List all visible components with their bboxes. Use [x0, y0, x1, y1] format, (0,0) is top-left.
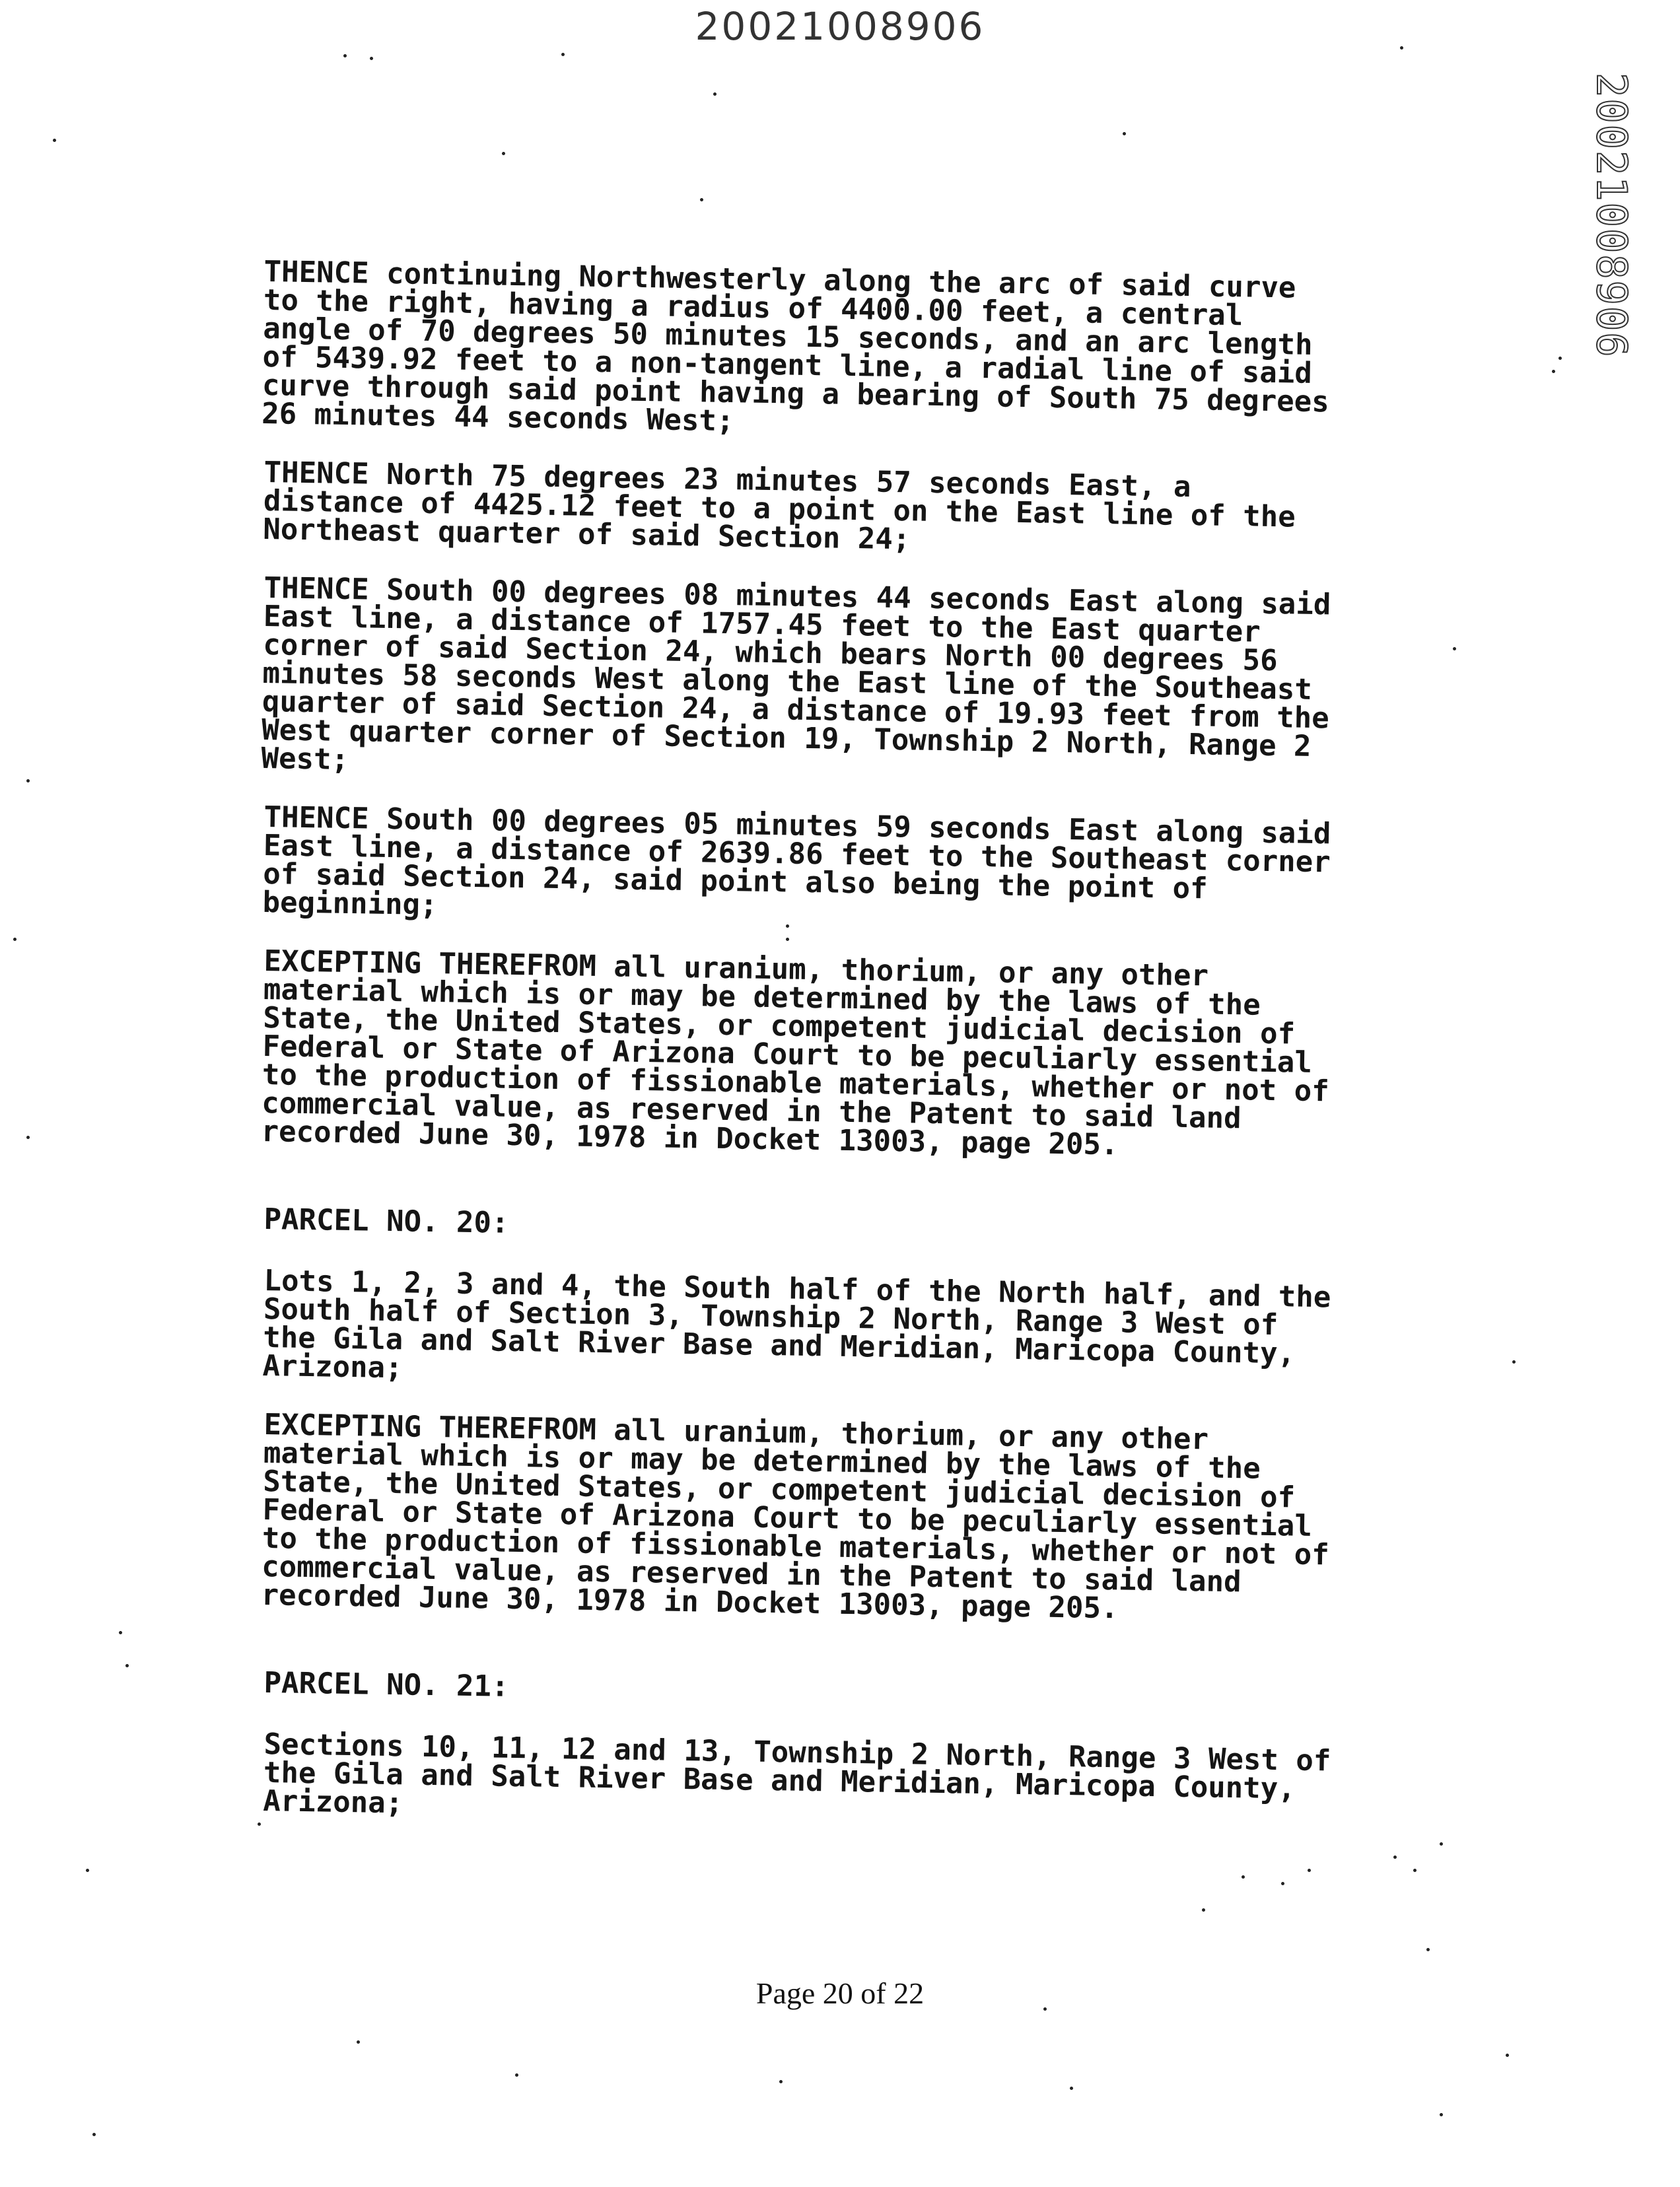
scan-speck: [561, 53, 565, 56]
document-number: 20021008906: [695, 4, 985, 49]
scan-speck: [1552, 370, 1555, 373]
scan-speck: [92, 2133, 96, 2136]
paragraph-north-75: THENCE North 75 degrees 23 minutes 57 seconds East, a distance of 4425.12 feet to a point on the East line of the Northeast quarter of said Section 24;: [262, 456, 1296, 557]
parcel-20-exception: EXCEPTING THEREFROM all uranium, thorium, or any other material which is or may be determined by the laws of the State, the United States, or competent judicial decision of Federal or State of Arizona Court to be peculiarly essential to the production of fissionable materials, whether or not of commercial value, as reserved in the Patent to said land recorded June 30, 1978 in Docket 13003, page 205.: [261, 1408, 1330, 1626]
scan-speck: [700, 198, 703, 201]
scan-speck: [502, 152, 505, 155]
scan-speck: [357, 2040, 360, 2044]
scan-speck: [1123, 132, 1126, 135]
parcel-20-heading: PARCEL NO. 20:: [263, 1202, 509, 1240]
scan-speck: [1308, 1869, 1311, 1872]
scan-speck: [1070, 2087, 1073, 2090]
paragraph-exception-19: EXCEPTING THEREFROM all uranium, thorium, or any other material which is or may be determined by the laws of the State, the United States, or competent judicial decision of Federal or State of Arizona Court to be peculiarly essential to the production of fissionable materials, whether or not of commercial value, as reserved in the Patent to said land recorded June 30, 1978 in Docket 13003, page 205.: [261, 944, 1330, 1162]
scan-speck: [1281, 1882, 1284, 1885]
scan-speck: [1512, 1360, 1516, 1364]
paragraph-south-00-08: THENCE South 00 degrees 08 minutes 44 seconds East along said East line, a distance of 1757.45 feet to the East quarter corner of said Section 24, which bears North 00 degrees 56 minutes 58 seconds West along the East line of the Southeast quarter of said Section 24, a distance of 19.93 feet from the West quarter corner of Section 19, Township 2 North, Range 2 West;: [261, 571, 1331, 777]
scan-speck: [1043, 2007, 1047, 2011]
scan-speck: [1426, 1948, 1430, 1951]
scan-speck: [1413, 1869, 1417, 1872]
scan-speck: [1242, 1875, 1245, 1879]
scan-speck: [370, 57, 373, 60]
scan-speck: [258, 1822, 261, 1826]
parcel-21-heading: PARCEL NO. 21:: [263, 1666, 509, 1704]
scan-speck: [1393, 1856, 1397, 1859]
scan-speck: [125, 1664, 129, 1667]
parcel-20-description: Lots 1, 2, 3 and 4, the South half of the North half, and the South half of Section 3, Township 2 North, Range 3 West of the Gila and Salt River Base and Meridian, Maricopa County, Arizona;: [262, 1264, 1331, 1385]
scan-speck: [786, 938, 789, 941]
scan-speck: [1453, 647, 1456, 650]
scan-speck: [13, 938, 17, 941]
paragraph-arc-curve: THENCE continuing Northwesterly along the arc of said curve to the right, having a radius of 4400.00 feet, a central angle of 70 degrees 50 minutes 15 seconds, and an arc length of 5439.92 feet to a non-tangent line, a radial line of said curve through said point having a bearing of South 75 degrees 26 minutes 44 seconds West;: [261, 255, 1330, 438]
scan-speck: [1558, 357, 1562, 360]
page-footer: Page 20 of 22: [755, 1976, 925, 2010]
scan-speck: [86, 1869, 89, 1872]
scan-speck: [26, 1136, 30, 1139]
side-stamp: 20021008906: [1588, 73, 1636, 359]
scan-speck: [26, 779, 30, 782]
scan-speck: [515, 2073, 518, 2077]
scan-speck: [713, 92, 717, 96]
scan-speck: [1400, 46, 1403, 50]
document-body: [261, 255, 1446, 1846]
scan-speck: [343, 54, 347, 57]
scan-speck: [779, 2080, 783, 2083]
scan-speck: [1506, 2054, 1509, 2057]
scan-speck: [119, 1631, 122, 1634]
scan-speck: [1440, 1842, 1443, 1846]
scan-speck: [786, 924, 789, 928]
paragraph-south-00-05: THENCE South 00 degrees 05 minutes 59 seconds East along said East line, a distance of 2639.86 feet to the Southeast corner of said Section 24, said point also being the point of beginning;: [262, 800, 1331, 922]
parcel-21-description: Sections 10, 11, 12 and 13, Township 2 North, Range 3 West of the Gila and Salt River Base and Meridian, Maricopa County, Arizona;: [262, 1727, 1331, 1821]
scan-speck: [1440, 2113, 1443, 2116]
scan-speck: [53, 139, 56, 142]
scan-speck: [1202, 1908, 1205, 1912]
